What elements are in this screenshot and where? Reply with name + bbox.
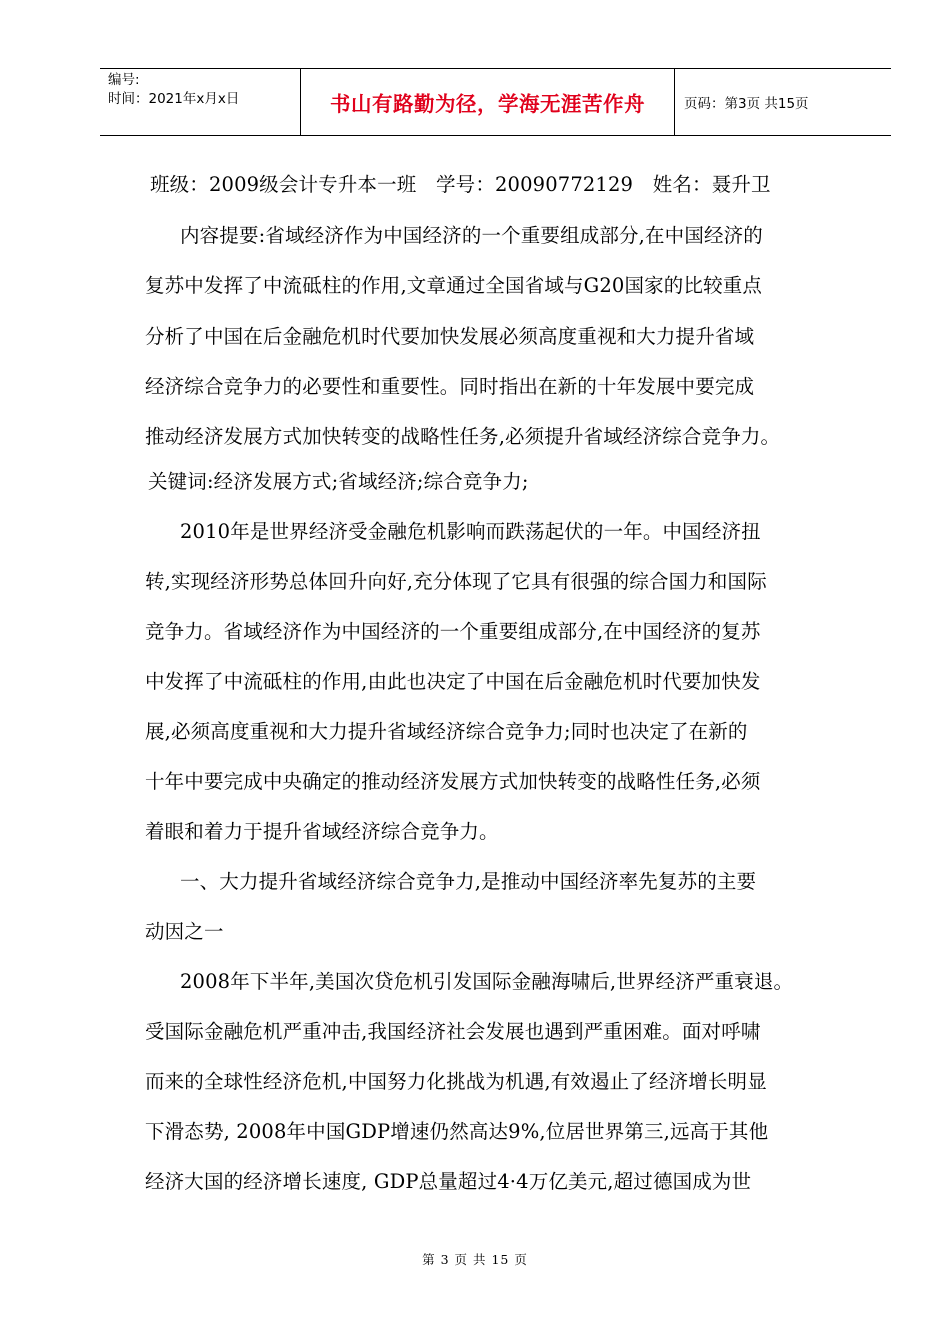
body-line: 经济大国的经济增长速度, GDP总量超过4·4万亿美元,超过德国成为世 <box>145 1170 752 1193</box>
section-heading-line: 动因之一 <box>145 920 224 943</box>
body-line: 2010年是世界经济受金融危机影响而跌荡起伏的一年。中国经济扭 <box>180 520 761 543</box>
body-line: 中发挥了中流砥柱的作用,由此也决定了中国在后金融危机时代要加快发 <box>145 670 761 693</box>
body-line: 转,实现经济形势总体回升向好,充分体现了它具有很强的综合国力和国际 <box>145 570 767 593</box>
keywords-line: 关键词:经济发展方式;省域经济;综合竞争力; <box>148 470 529 493</box>
header-info-cell <box>100 69 301 135</box>
page-header <box>100 68 891 136</box>
section-heading-line: 一、大力提升省域经济综合竞争力,是推动中国经济率先复苏的主要 <box>180 870 757 893</box>
abstract-line: 推动经济发展方式加快转变的战略性任务,必须提升省域经济综合竞争力。 <box>145 425 781 448</box>
abstract-line: 经济综合竞争力的必要性和重要性。同时指出在新的十年发展中要完成 <box>145 375 755 398</box>
body-line: 2008年下半年,美国次贷危机引发国际金融海啸后,世界经济严重衰退。 <box>180 970 794 993</box>
number-label: 编号: <box>108 72 140 88</box>
student-info-line: 班级：2009级会计专升本一班 学号：20090772129 姓名：聂升卫 <box>150 173 771 196</box>
body-line: 展,必须高度重视和大力提升省域经济综合竞争力;同时也决定了在新的 <box>145 720 748 743</box>
body-line: 下滑态势, 2008年中国GDP增速仍然高达9%,位居世界第三,远高于其他 <box>145 1120 769 1143</box>
body-line: 受国际金融危机严重冲击,我国经济社会发展也遇到严重困难。面对呼啸 <box>145 1020 761 1043</box>
body-line: 着眼和着力于提升省域经济综合竞争力。 <box>145 820 499 843</box>
page-footer: 第 3 页 共 15 页 <box>422 1252 528 1267</box>
abstract-line: 复苏中发挥了中流砥柱的作用,文章通过全国省域与G20国家的比较重点 <box>145 274 763 297</box>
body-line: 竞争力。省域经济作为中国经济的一个重要组成部分,在中国经济的复苏 <box>145 620 761 643</box>
header-page-number: 页码：第3页 共15页 <box>684 96 809 112</box>
header-motto: 书山有路勤为径，学海无涯苦作舟 <box>301 69 675 135</box>
abstract-line: 分析了中国在后金融危机时代要加快发展必须高度重视和大力提升省域 <box>145 325 755 348</box>
body-line: 十年中要完成中央确定的推动经济发展方式加快转变的战略性任务,必须 <box>145 770 761 793</box>
abstract-line: 内容提要:省域经济作为中国经济的一个重要组成部分,在中国经济的 <box>180 224 763 247</box>
time-label: 时间：2021年x月x日 <box>108 91 240 107</box>
body-line: 而来的全球性经济危机,中国努力化挑战为机遇,有效遏止了经济增长明显 <box>145 1070 767 1093</box>
